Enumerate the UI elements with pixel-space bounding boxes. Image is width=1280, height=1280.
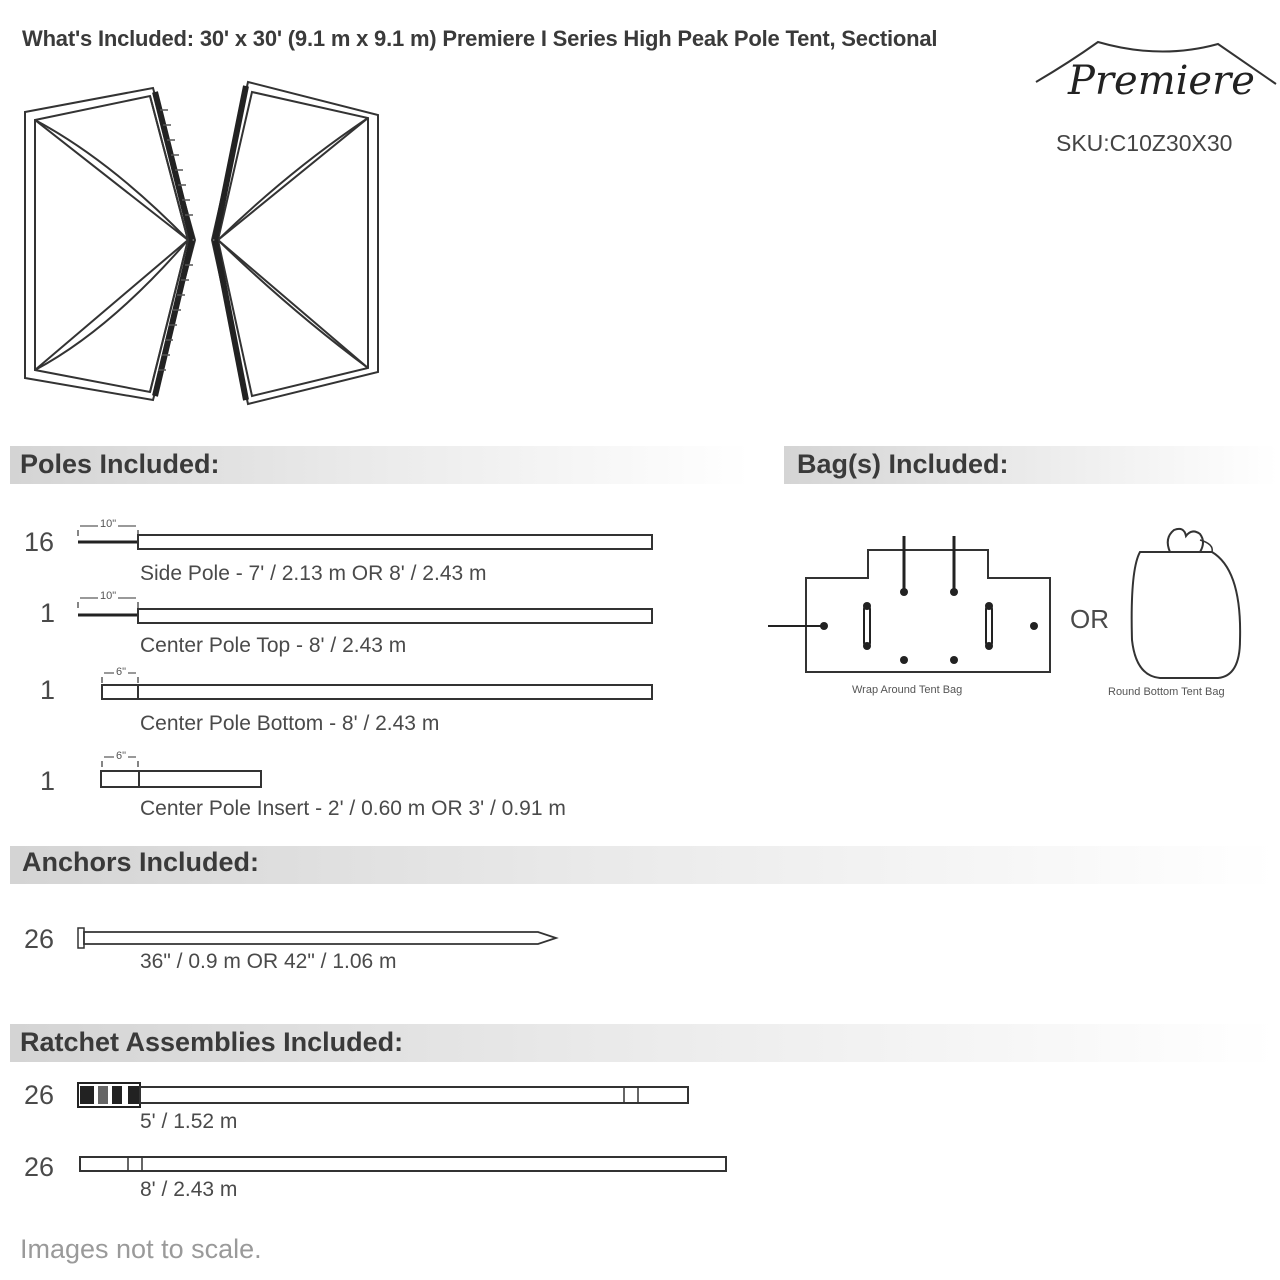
pole-label: Side Pole - 7' / 2.13 m OR 8' / 2.43 m xyxy=(140,562,487,585)
sku-label: SKU:C10Z30X30 xyxy=(1056,130,1233,156)
pole-label: Center Pole Bottom - 8' / 2.43 m xyxy=(140,712,440,735)
pole-quantity: 1 xyxy=(40,766,56,796)
brand-logo: Premiere xyxy=(1068,58,1255,104)
ratchet-quantity: 26 xyxy=(24,1080,55,1110)
pole-label: Center Pole Top - 8' / 2.43 m xyxy=(140,634,407,657)
ratchet-label: 5' / 1.52 m xyxy=(140,1110,238,1133)
bag-or-text: OR xyxy=(1070,604,1109,634)
pole-dim-label: 10" xyxy=(100,518,117,530)
ratchets-section-title: Ratchet Assemblies Included: xyxy=(20,1027,404,1057)
pole-dim-label: 6" xyxy=(116,666,127,678)
pole-quantity: 16 xyxy=(24,527,55,557)
anchors-section-title: Anchors Included: xyxy=(22,847,260,877)
poles-section-title: Poles Included: xyxy=(20,449,220,479)
wrap-bag-label: Wrap Around Tent Bag xyxy=(852,684,963,696)
bags-section-title: Bag(s) Included: xyxy=(797,449,1009,479)
pole-label: Center Pole Insert - 2' / 0.60 m OR 3' / 0.91 m xyxy=(140,797,566,820)
anchor-quantity: 26 xyxy=(24,924,55,954)
ratchet-quantity: 26 xyxy=(24,1152,55,1182)
pole-quantity: 1 xyxy=(40,598,56,628)
anchor-label: 36" / 0.9 m OR 42" / 1.06 m xyxy=(140,950,397,973)
pole-quantity: 1 xyxy=(40,675,56,705)
round-bag-label: Round Bottom Tent Bag xyxy=(1108,686,1225,698)
pole-dim-label: 10" xyxy=(100,590,117,602)
pole-dim-label: 6" xyxy=(116,750,127,762)
scale-disclaimer: Images not to scale. xyxy=(20,1234,262,1264)
page-title: What's Included: 30' x 30' (9.1 m x 9.1 m) Premiere I Series High Peak Pole Tent, Sectional xyxy=(22,26,938,51)
ratchet-label: 8' / 2.43 m xyxy=(140,1178,238,1201)
